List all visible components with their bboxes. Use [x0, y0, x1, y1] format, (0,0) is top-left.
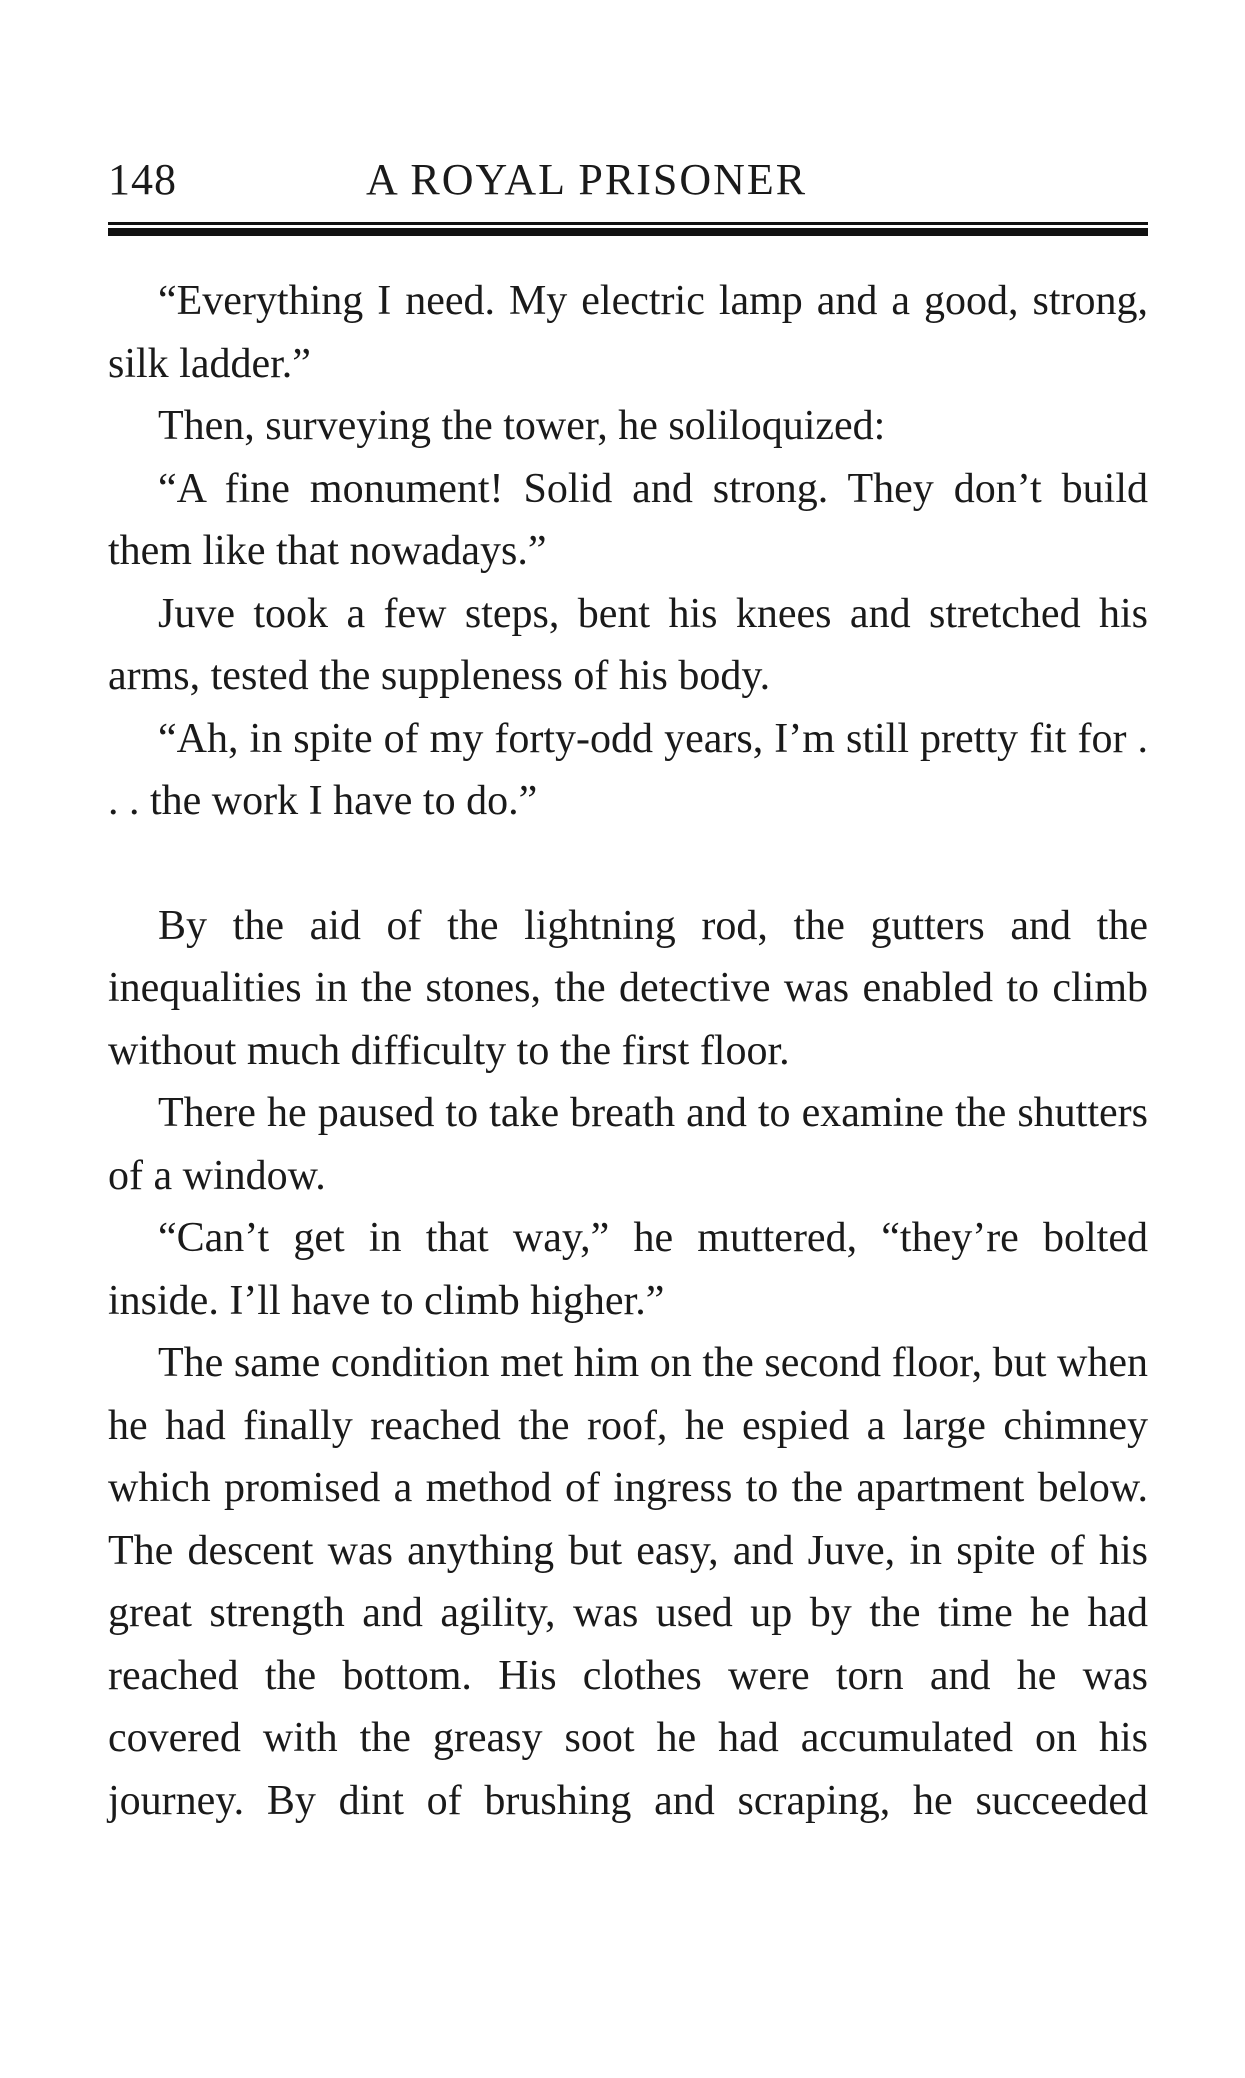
- paragraph: Juve took a few steps, bent his knees and stretched his arms, tested the suppleness of his body.: [108, 590, 1148, 699]
- paragraph: By the aid of the lightning rod, the gutters and the inequalities in the stones, the detective was enabled to climb without much difficulty to the first floor.: [108, 902, 1148, 1074]
- paragraph: “A fine monument! Solid and strong. They don’t build them like that nowadays.”: [108, 465, 1148, 574]
- page-number: 148: [108, 155, 177, 204]
- header-rule: [108, 222, 1148, 236]
- body-text: [108, 270, 1148, 1832]
- paragraph: “Everything I need. My electric lamp and a good, strong, silk ladder.”: [108, 278, 1148, 387]
- paragraph: “Ah, in spite of my forty-odd years, I’m still pretty fit for . . . the work I have to do.”: [108, 715, 1148, 824]
- running-title: A ROYAL PRISONER: [366, 155, 808, 204]
- paragraph: Then, surveying the tower, he soliloquized:: [158, 403, 886, 449]
- header-rule-thin: [108, 222, 1148, 225]
- paragraph: “Can’t get in that way,” he muttered, “they’re bolted inside. I’ll have to climb higher.”: [108, 1215, 1148, 1324]
- running-header: [108, 150, 1148, 210]
- paragraph: The same condition met him on the second floor, but when he had finally reached the roof, he espied a large chimney which promised a method of ingress to the apartment below. The descent was anything but easy, and Juve, in spite of his great strength and agility, was used up by the time he had reached the bottom. His clothes were torn and he was covered with the greasy soot he had accumulated on his journey. By dint of brushing and scraping, he succeeded: [108, 1340, 1148, 1824]
- header-rule-thick: [108, 228, 1148, 236]
- paragraph: There he paused to take breath and to examine the shutters of a window.: [108, 1090, 1148, 1199]
